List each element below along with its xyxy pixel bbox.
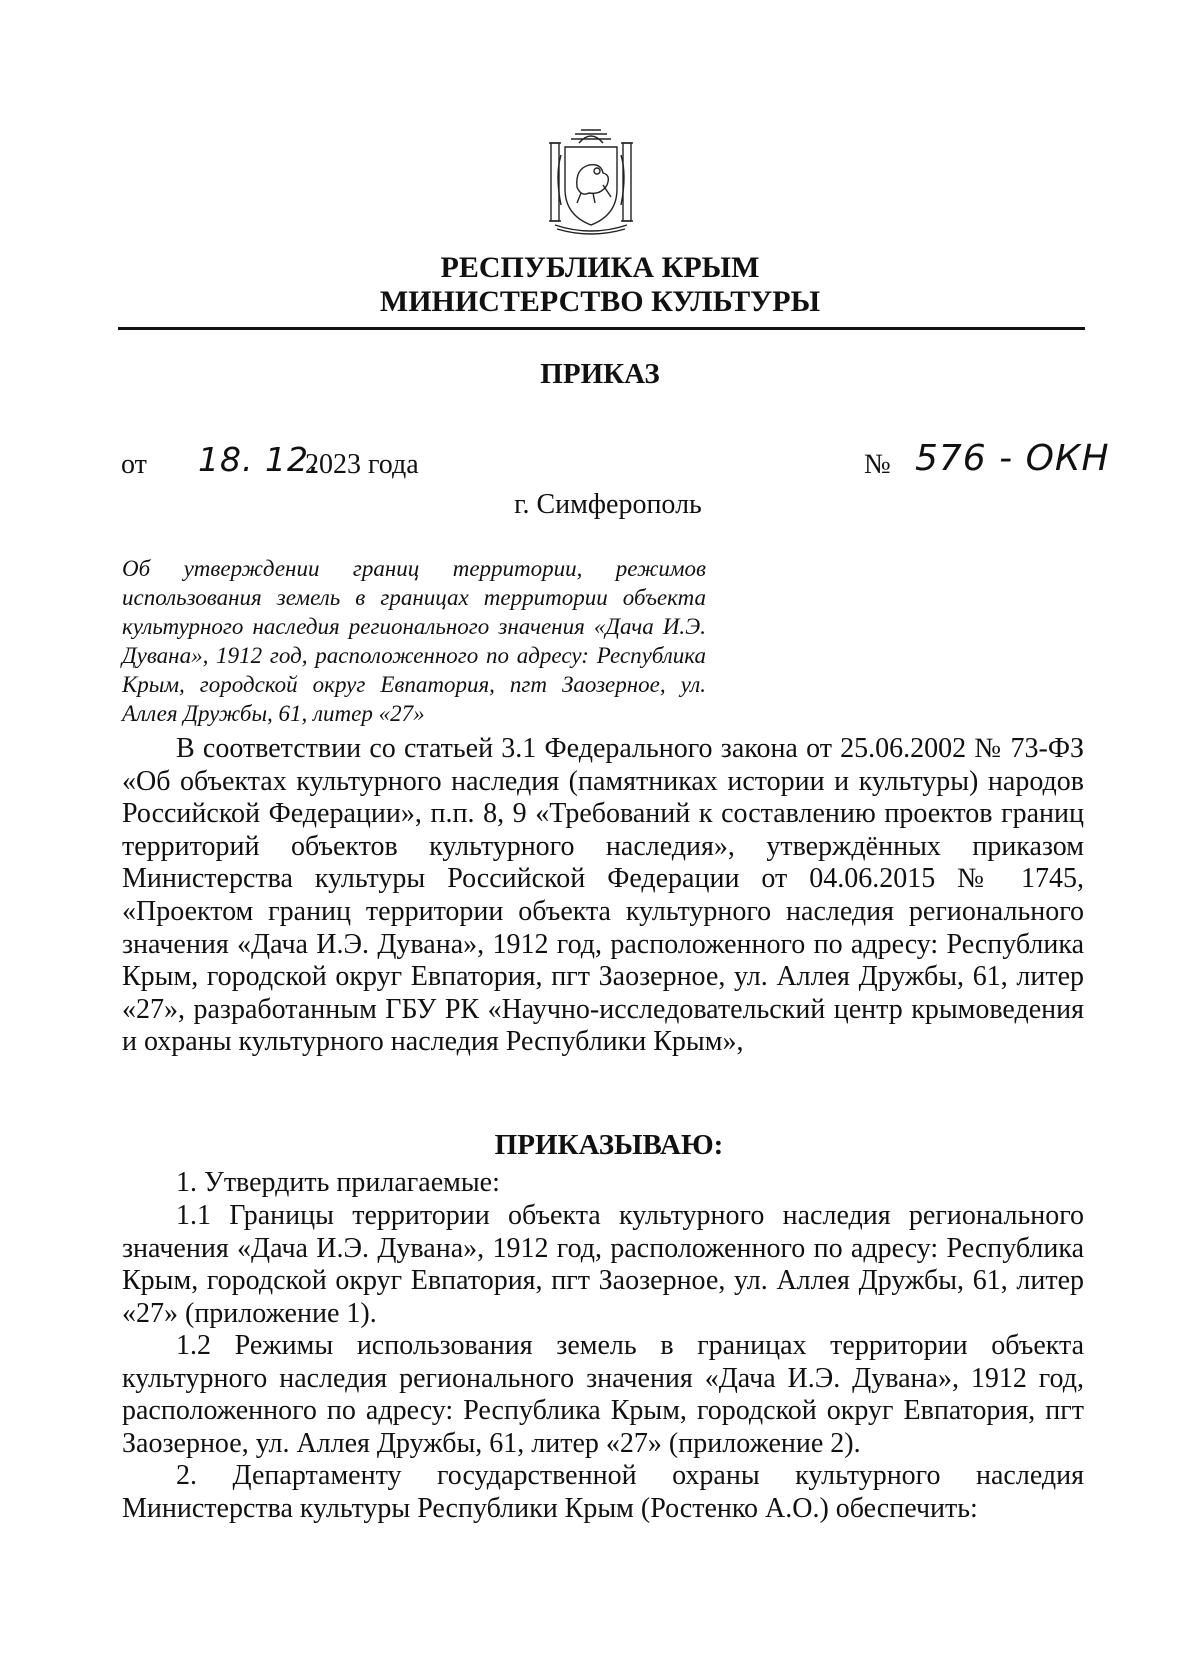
order-subject: Об утверждении границ территории, режимов использования земель в границах территории объекта культурного наследия регионального значения «Дача И.Э. Дувана», 1912 год, расположенного по адресу: Республика Крым, городской округ Евпатория, пгт Заозерное, ул. Аллея Дружбы, 61, литер «27» [122, 556, 706, 726]
date-prefix: от [121, 449, 147, 480]
preamble-paragraph: В соответствии со статьей 3.1 Федерального закона от 25.06.2002 № 73-ФЗ «Об объектах культурного наследия (памятниках истории и культуры) народов Российской Федерации», п.п. 8, 9 «Требований к составлению проектов границ территорий объектов культурного наследия», утверждённых приказом Министерства культуры Российской Федерации от 04.06.2015 № 1745, «Проектом границ территории объекта культурного наследия регионального значения «Дача И.Э. Дувана», 1912 год, расположенного по адресу: Республика Крым, городской округ Евпатория, пгт Заозерное, ул. Аллея Дружбы, 61, литер «27», разработанным ГБУ РК «Научно-исследовательский центр крымоведения и охраны культурного наследия Республики Крым», [122, 733, 1084, 1058]
crimea-coat-of-arms-icon [541, 125, 641, 237]
ministry-title: МИНИСТЕРСТВО КУЛЬТУРЫ [379, 285, 821, 318]
item-2: 2. Департаменту государственной охраны культурного наследия Министерства культуры Республики Крым (Ростенко А.О.) обеспечить: [122, 1460, 1084, 1524]
handwritten-order-number: 576 - ОКН [915, 438, 1110, 479]
republic-title: РЕСПУБЛИКА КРЫМ [440, 251, 760, 284]
number-prefix: № [864, 449, 891, 480]
handwritten-date: 18. 12. [198, 440, 321, 479]
item-1: 1. Утвердить прилагаемые: [176, 1167, 500, 1198]
item-1-2: 1.2 Режимы использования земель в границах территории объекта культурного наследия регионального значения «Дача И.Э. Дувана», 1912 год, расположенного по адресу: Республика Крым, городской округ Евпатория, пгт Заозерное, ул. Аллея Дружбы, 61, литер «27» (приложение 2). [122, 1330, 1084, 1459]
city-line: г. Симферополь [514, 489, 702, 520]
header-divider [118, 327, 1085, 330]
date-year: 2023 года [305, 449, 419, 480]
item-1-1: 1.1 Границы территории объекта культурного наследия регионального значения «Дача И.Э. Дувана», 1912 год, расположенного по адресу: Республика Крым, городской округ Евпатория, пгт Заозерное, ул. Аллея Дружбы, 61, литер «27» (приложение 1). [122, 1200, 1084, 1329]
order-word-heading: ПРИКАЗЫВАЮ: [494, 1129, 724, 1161]
document-type-title: ПРИКАЗ [540, 358, 660, 390]
